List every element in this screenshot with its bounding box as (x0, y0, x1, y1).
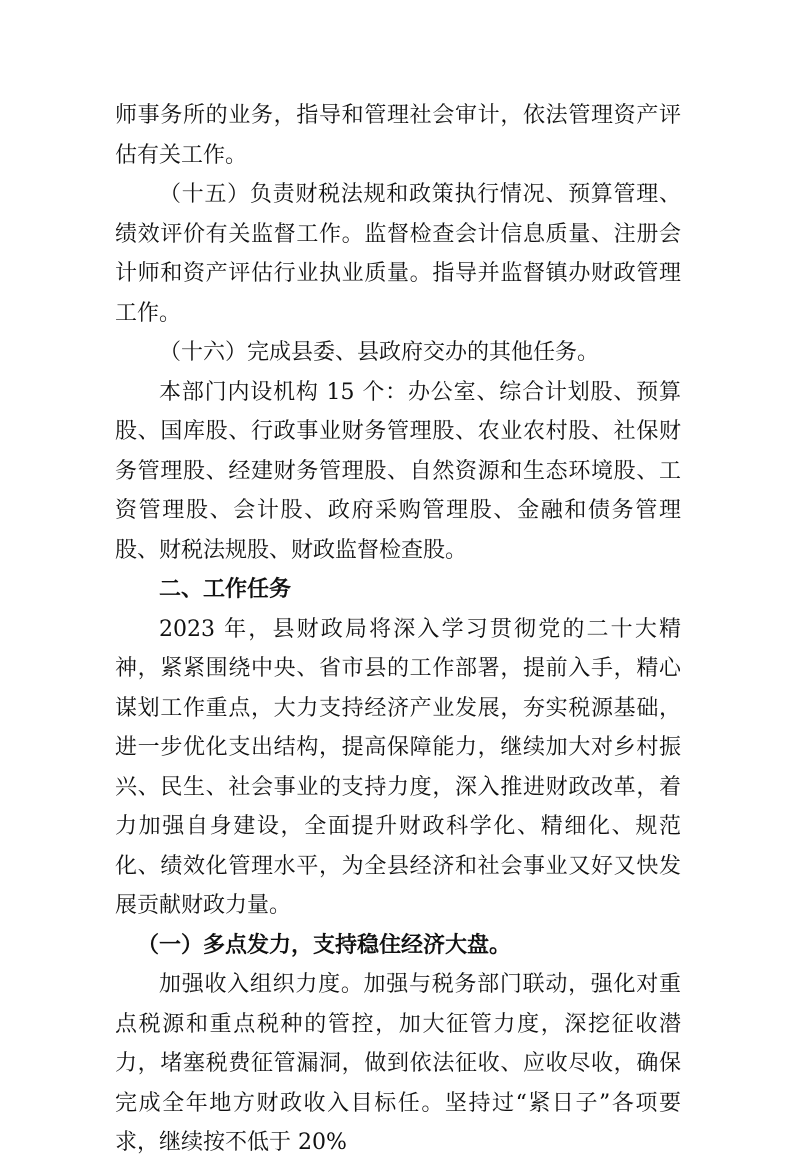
paragraph-item-16: （十六）完成县委、县政府交办的其他任务。 (159, 340, 600, 365)
paragraph-item-15: （十五）负责财税法规和政策执行情况、预算管理、绩效评价有关监督工作。监督检查会计信息质量、注册会计师和资产评估行业执业质量。指导并监督镇办财政管理工作。 (115, 182, 681, 326)
subheading-economy: （一）多点发力，支持稳住经济大盘。 (137, 931, 512, 958)
paragraph-2023-overview: 2023 年，县财政局将深入学习贯彻党的二十大精神，紧紧围绕中央、省市县的工作部署，提前入手，精心谋划工作重点，大力支持经济产业发展，夯实税源基础，进一步优化支出结构，提高保障能力，继续加大对乡村振兴、民生、社会事业的支持力度，深入推进财政改革，着力加强自身建设，全面提升财政科学化、精细化、规范化、绩效化管理水平，为全县经济和社会事业又好又快发展贡献财政力量。 (115, 616, 681, 918)
paragraph-internal-units: 本部门内设机构 15 个：办公室、综合计划股、预算股、国库股、行政事业财务管理股、农业农村股、社保财务管理股、经建财务管理股、自然资源和生态环境股、工资管理股、会计股、政府采购管理股、金融和债务管理股、财税法规股、财政监督检查股。 (115, 379, 681, 563)
paragraph-continuation: 师事务所的业务，指导和管理社会审计，依法管理资产评估有关工作。 (115, 103, 681, 168)
section-heading-work-tasks: 二、工作任务 (159, 576, 292, 602)
paragraph-revenue-collection: 加强收入组织力度。加强与税务部门联动，强化对重点税源和重点税种的管控，加大征管力度，深挖征收潜力，堵塞税费征管漏洞，做到依法征收、应收尽收，确保完成全年地方财政收入目标任。坚持过“紧日子”各项要求，继续按不低于 20% (115, 972, 681, 1155)
document-body (115, 96, 681, 1163)
